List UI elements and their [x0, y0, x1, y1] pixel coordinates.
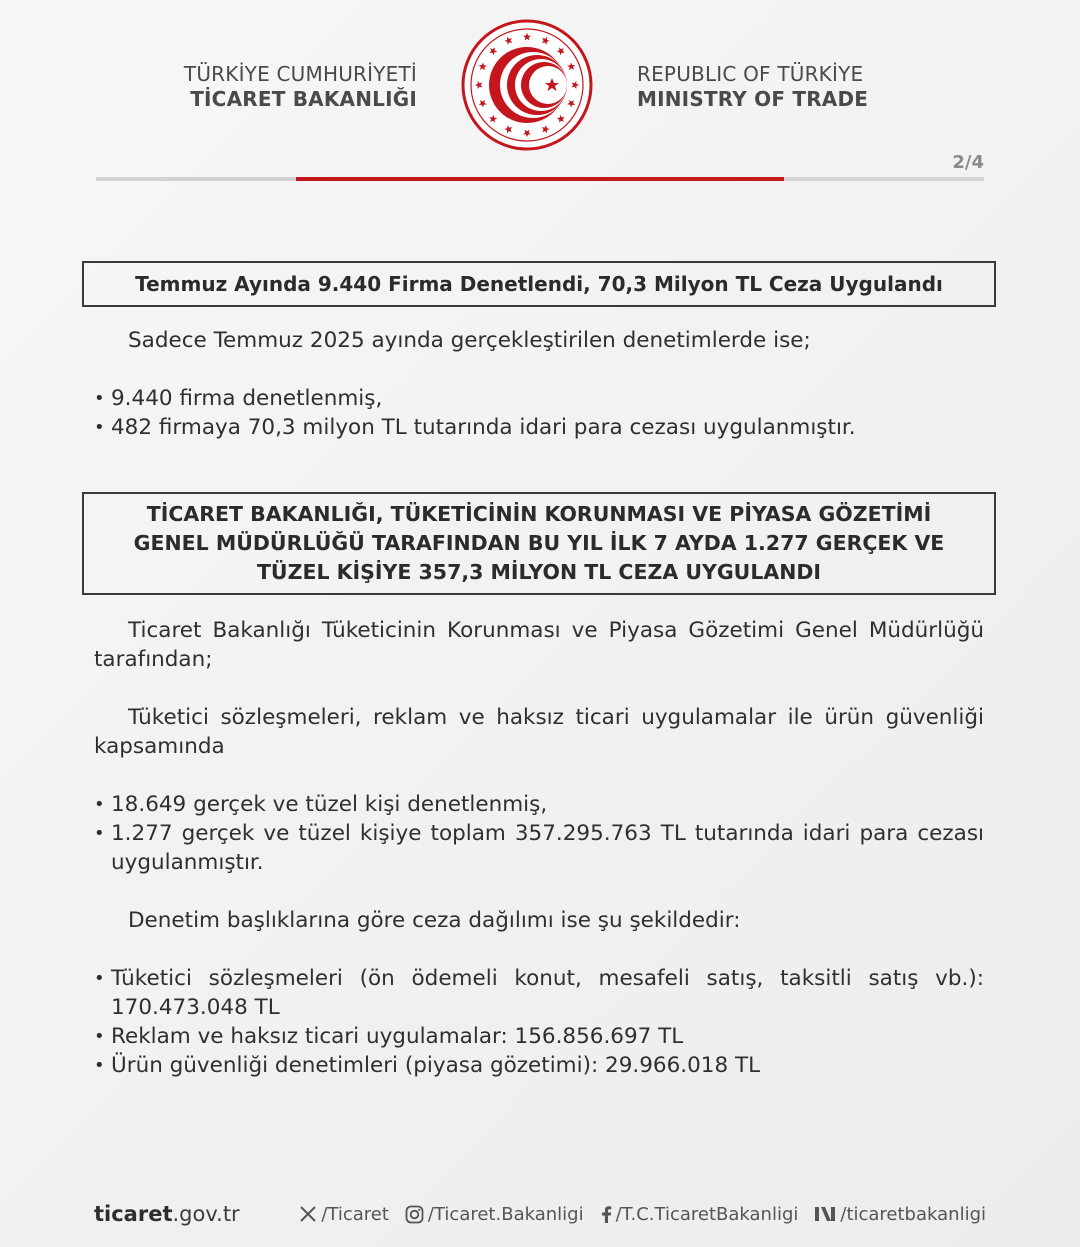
- list-item: • 18.649 gerçek ve tüzel kişi denetlenmiş,: [94, 790, 984, 819]
- section1-title: Temmuz Ayında 9.440 Firma Denetlendi, 70,3 Milyon TL Ceza Uygulandı: [135, 272, 943, 296]
- republic-name-en: REPUBLIC OF TÜRKİYE: [637, 62, 864, 86]
- section1-intro: Sadece Temmuz 2025 ayında gerçekleştirilen denetimlerde ise;: [128, 328, 811, 353]
- x-handle: /Ticaret: [321, 1203, 389, 1225]
- nsosyal-link[interactable]: [814, 1204, 986, 1225]
- penalty-breakdown-list: [94, 964, 984, 1080]
- list-item: • 1.277 gerçek ve tüzel kişiye toplam 357.295.763 TL tutarında idari para cezası uygulanmıştır.: [94, 819, 984, 877]
- website-bold: ticaret: [94, 1202, 173, 1226]
- section2-para3: Denetim başlıklarına göre ceza dağılımı ise şu şekildedir:: [128, 908, 741, 933]
- facebook-handle: /T.C.TicaretBakanligi: [615, 1203, 799, 1225]
- instagram-link[interactable]: [405, 1204, 584, 1225]
- section2-para1: Ticaret Bakanlığı Tüketicinin Korunması ve Piyasa Gözetimi Genel Müdürlüğü tarafından;: [94, 618, 984, 672]
- social-links: [299, 1204, 986, 1225]
- page-indicator: 2/4: [952, 152, 984, 173]
- list-item: • Ürün güvenliği denetimleri (piyasa gözetimi): 29.966.018 TL: [94, 1051, 984, 1080]
- x-link[interactable]: [299, 1204, 389, 1225]
- section1-body: [94, 326, 984, 442]
- list-item: • 482 firmaya 70,3 milyon TL tutarında idari para cezası uygulanmıştır.: [94, 413, 984, 442]
- list-item: • Tüketici sözleşmeleri (ön ödemeli konut, mesafeli satış, taksitli satış vb.): 170.473.048 TL: [94, 964, 984, 1022]
- nsosyal-handle: /ticaretbakanligi: [840, 1203, 986, 1225]
- section2-body: [94, 616, 984, 1080]
- section1-bullets: [94, 384, 984, 442]
- website-link[interactable]: [94, 1202, 240, 1226]
- section2-title-box: [82, 492, 996, 595]
- facebook-link[interactable]: [600, 1204, 799, 1225]
- facebook-icon: [600, 1205, 612, 1224]
- progress-track: [96, 177, 984, 181]
- header-right-title: [637, 62, 868, 112]
- instagram-icon: [405, 1205, 424, 1224]
- ministry-name-tr: TİCARET BAKANLIĞI: [190, 87, 417, 111]
- section2-title: TİCARET BAKANLIĞI, TÜKETİCİNİN KORUNMASI VE PİYASA GÖZETİMİ GENEL MÜDÜRLÜĞÜ TARAFINDAN BU YIL İLK 7 AYDA 1.277 GERÇEK VE TÜZEL KİŞİYE 357,3 MİLYON TL CEZA UYGULANDI: [133, 502, 945, 584]
- website-rest: .gov.tr: [172, 1202, 240, 1226]
- list-item: • 9.440 firma denetlenmiş,: [94, 384, 984, 413]
- progress-fill: [296, 177, 784, 181]
- footer: [94, 1200, 986, 1228]
- header-left-title: [184, 62, 417, 112]
- section1-title-box: [82, 261, 996, 307]
- section2-para2: Tüketici sözleşmeleri, reklam ve haksız ticari uygulamalar ile ürün güvenliği kapsamında: [94, 705, 984, 759]
- list-item: • Reklam ve haksız ticari uygulamalar: 156.856.697 TL: [94, 1022, 984, 1051]
- section2-bullets: [94, 790, 984, 877]
- instagram-handle: /Ticaret.Bakanligi: [427, 1203, 584, 1225]
- republic-name-tr: TÜRKİYE CUMHURİYETİ: [183, 62, 417, 86]
- ministry-seal-logo: [460, 18, 594, 152]
- ministry-name-en: MINISTRY OF TRADE: [637, 87, 869, 111]
- x-icon: [299, 1205, 317, 1223]
- nsosyal-icon: [814, 1205, 836, 1223]
